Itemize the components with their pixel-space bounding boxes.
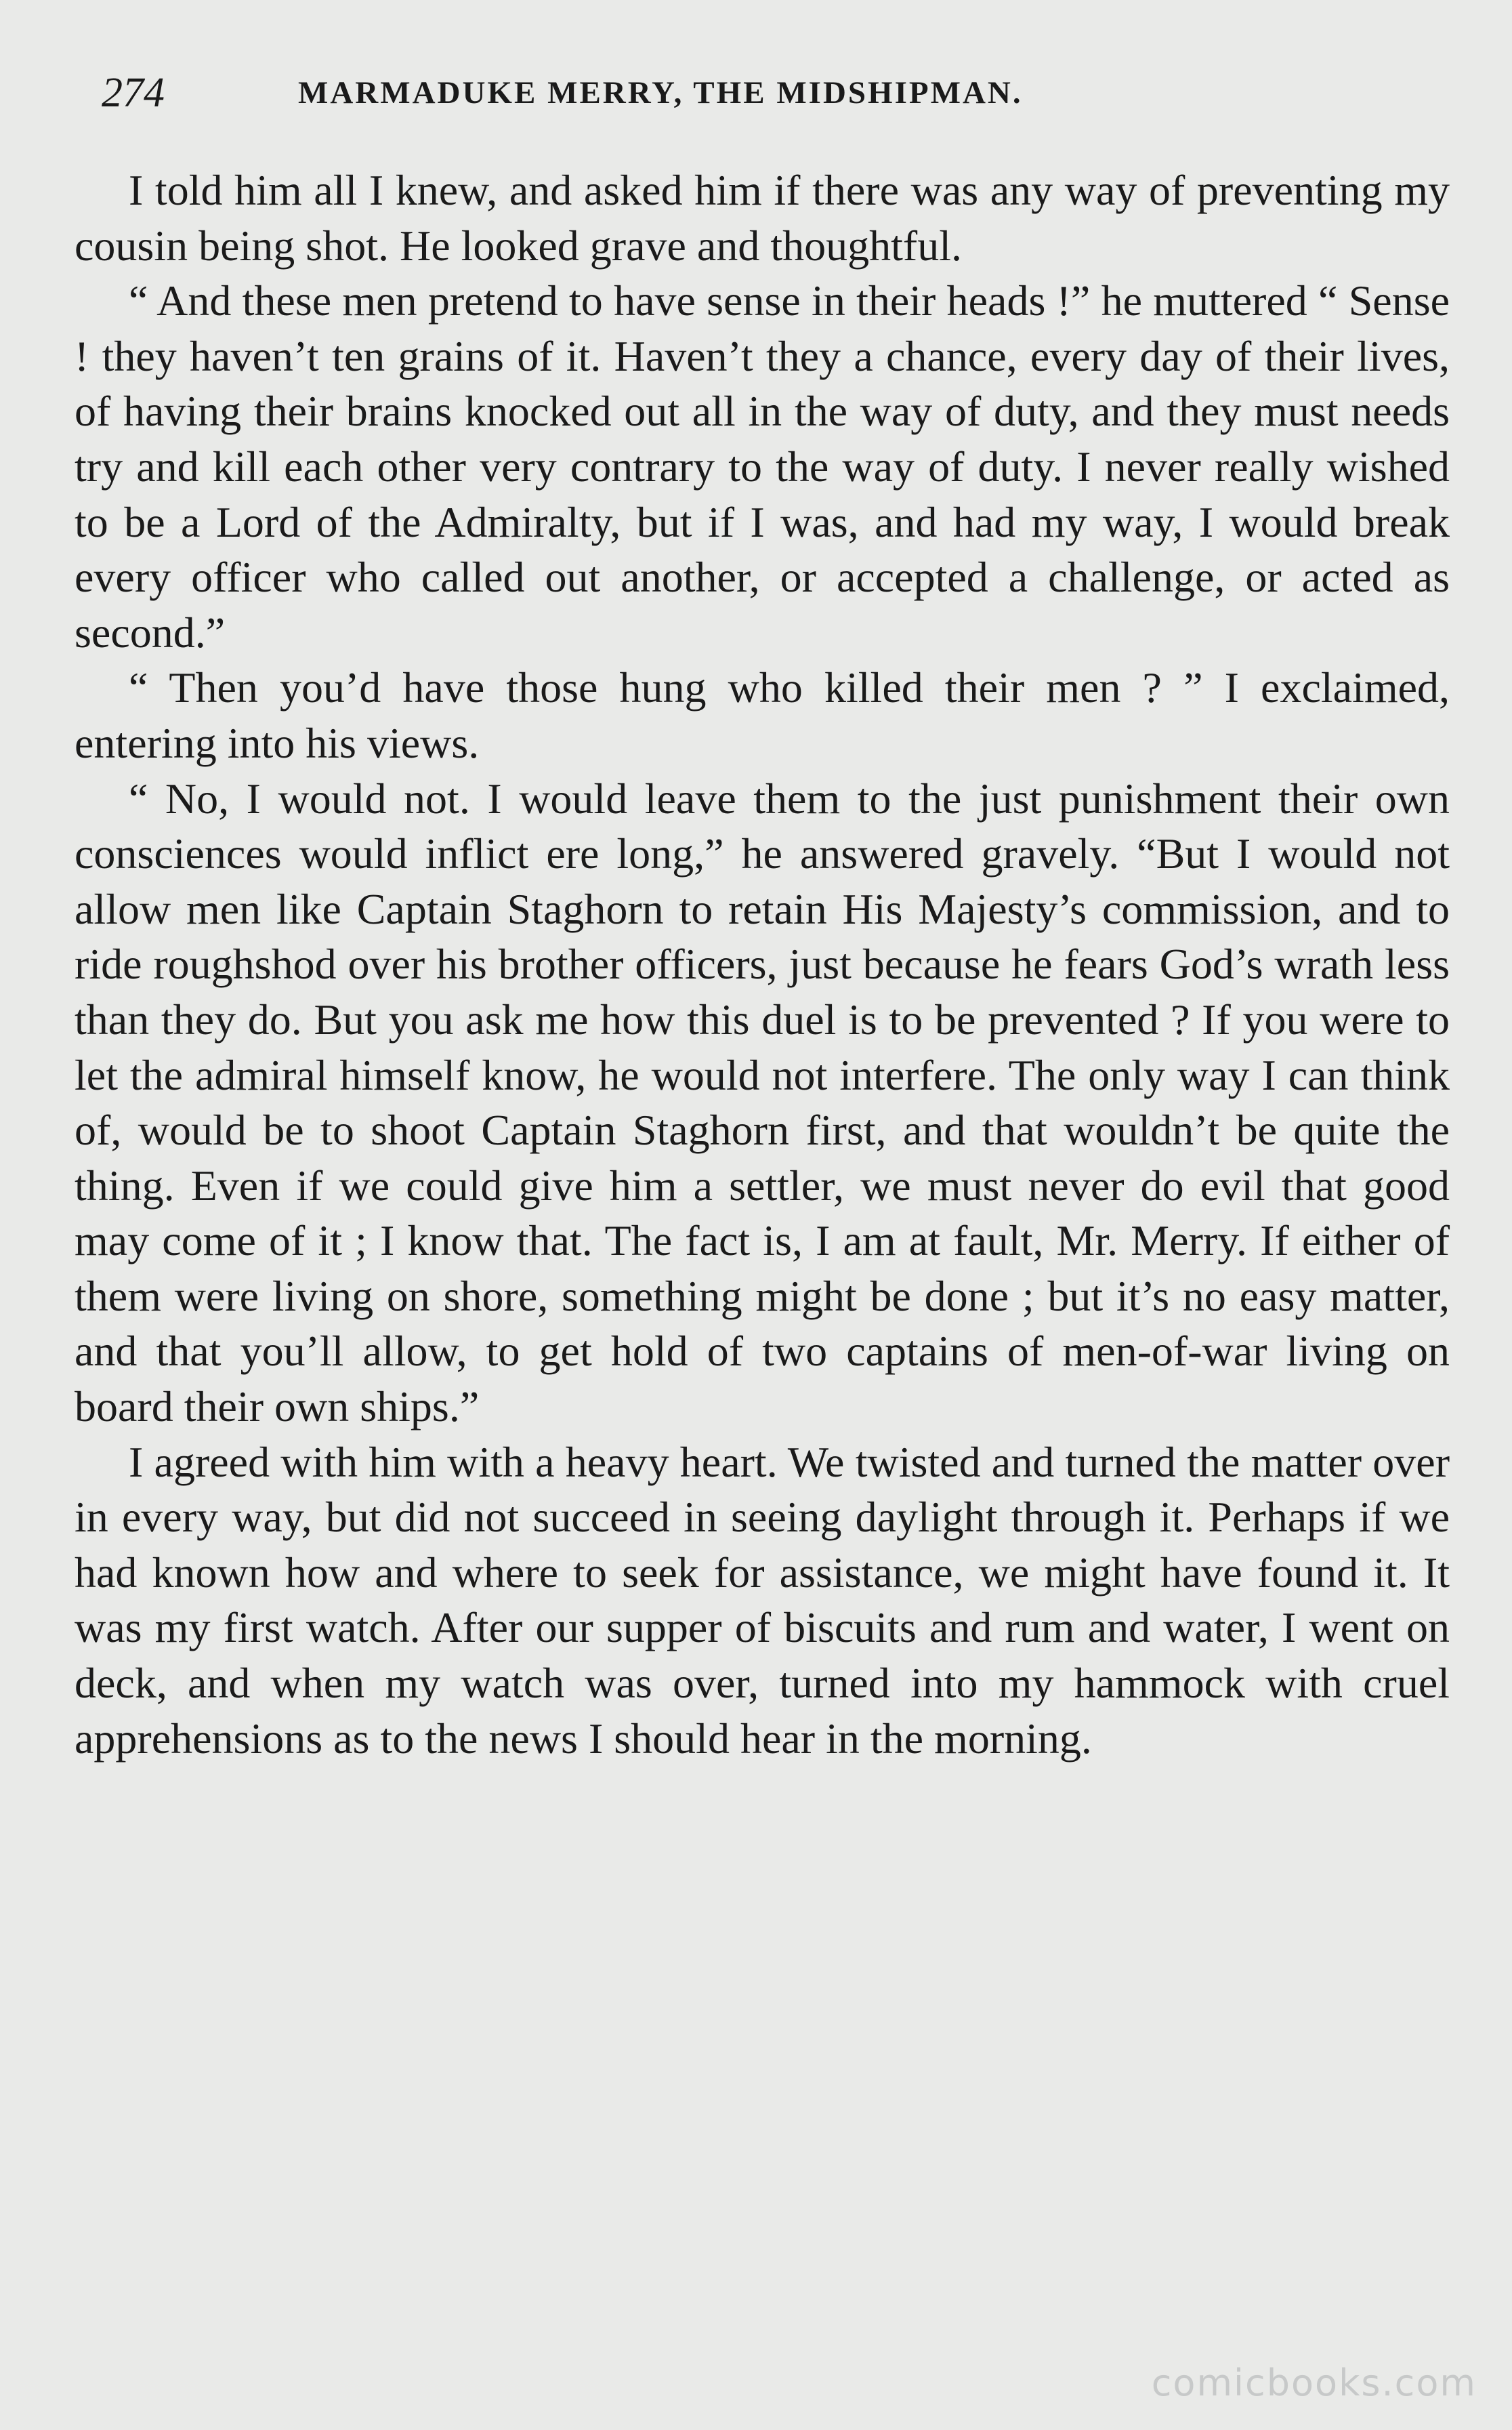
page-number: 274 xyxy=(102,70,165,116)
page-header xyxy=(102,62,1423,123)
paragraph: “ And these men pretend to have sense in their heads !” he muttered “ Sense ! they haven’t ten grains of it. Haven’t they a chance, every day of their lives, of having their brains knocked out all in the way of duty, and they must needs try and kill each other very contrary to the way of duty. I never really wished to be a Lord of the Admiralty, but if I was, and had my way, I would break every officer who called out another, or accepted a challenge, or acted as second.” xyxy=(75,276,1450,657)
watermark: comicbooks.com xyxy=(1151,2362,1477,2404)
paragraph: I agreed with him with a heavy heart. We twisted and turned the matter over in every way, but did not succeed in seeing daylight through it. Perhaps if we had known how and where to seek for assistance, we might have found it. It was my first watch. After our supper of biscuits and rum and water, I went on deck, and when my watch was over, turned into my hammock with cruel apprehensions as to the news I should hear in the morning. xyxy=(75,1437,1450,1763)
body-text xyxy=(75,163,1450,1766)
paragraph: “ No, I would not. I would leave them to the just punishment their own consciences would inflict ere long,” he answered gravely. “But I would not allow men like Captain Staghorn to retain His Majesty’s commission, and to ride roughshod over his brother officers, just because he fears God’s wrath less than they do. But you ask me how this duel is to be prevented ? If you were to let the admiral himself know, he would not interfere. The only way I can think of, would be to shoot Captain Staghorn first, and that wouldn’t be quite the thing. Even if we could give him a settler, we must never do evil that good may come of it ; I know that. The fact is, I am at fault, Mr. Merry. If either of them were living on shore, something might be done ; but it’s no easy matter, and that you’ll allow, to get hold of two captains of men-of-war living on board their own ships.” xyxy=(75,774,1450,1431)
paragraph: “ Then you’d have those hung who killed their men ? ” I exclaimed, entering into his views. xyxy=(75,663,1450,767)
paragraph: I told him all I knew, and asked him if there was any way of preventing my cousin being shot. He looked grave and thoughtful. xyxy=(75,166,1450,270)
running-title: MARMADUKE MERRY, THE MIDSHIPMAN. xyxy=(298,75,1023,110)
